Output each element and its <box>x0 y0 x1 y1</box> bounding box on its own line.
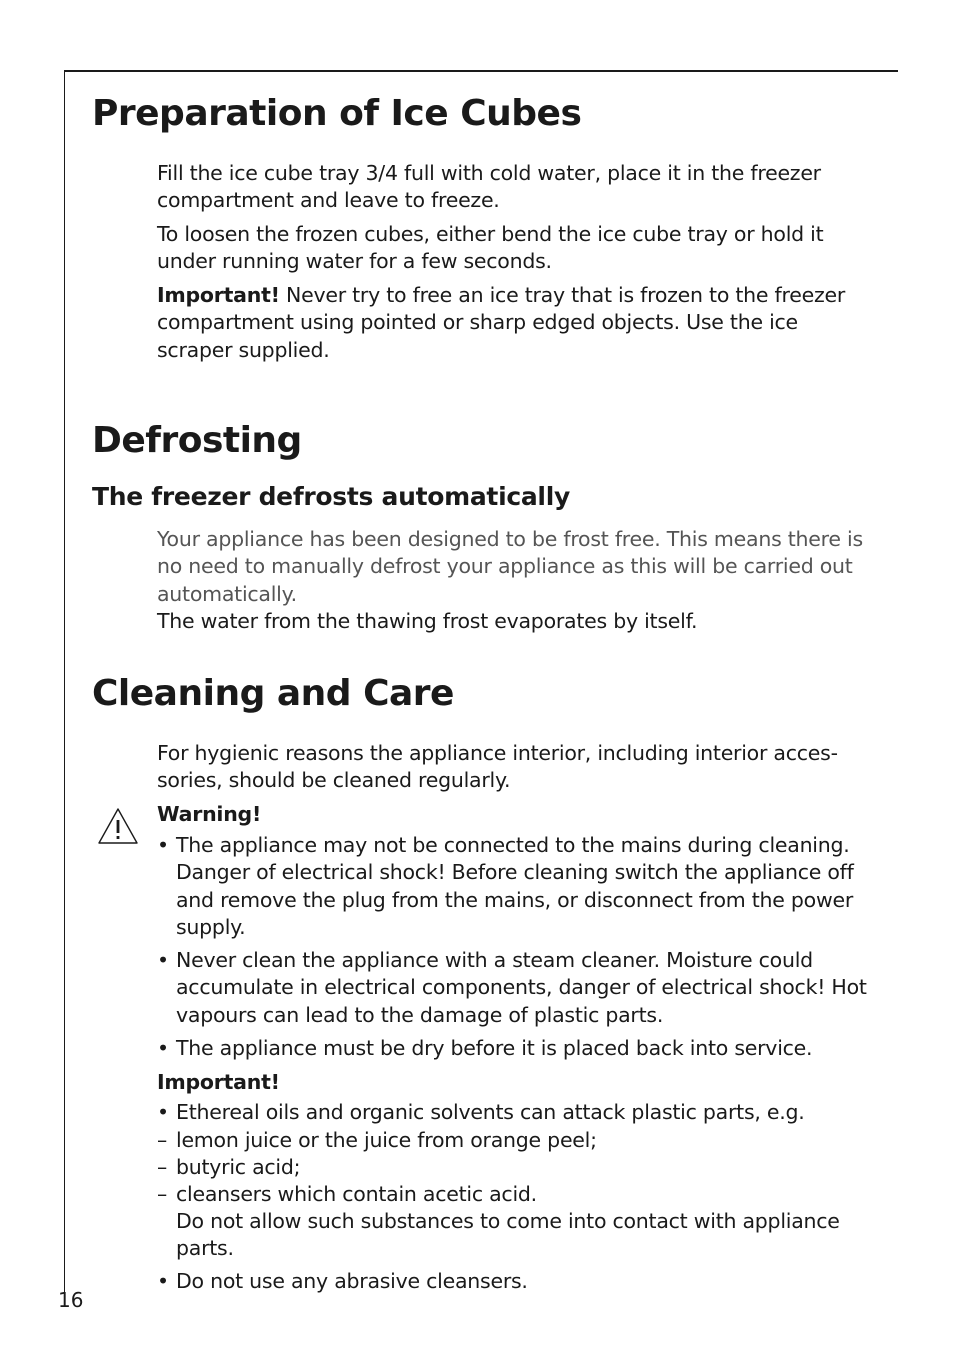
dash-item <box>157 1127 877 1154</box>
warning-item-text: The appliance must be dry before it is placed back into service. <box>176 1036 813 1060</box>
bullet-marker: • <box>157 1269 169 1293</box>
warning-item-text: The appliance may not be connected to the mains during cleaning. Danger of electrical shock! Before cleaning switch the appliance off and remove the plug from the mains, or disconnect from the power supply. <box>176 833 854 939</box>
ice-paragraph-1: Fill the ice cube tray 3/4 full with cold water, place it in the freezer compartment and leave to freeze. <box>157 161 821 213</box>
dash-note: Do not allow such substances to come into contact with appliance parts. <box>176 1209 840 1261</box>
ice-paragraph-3 <box>157 282 877 364</box>
important-label: Important! <box>157 283 280 307</box>
bullet-marker: • <box>157 948 169 972</box>
warning-item-text: Never clean the appliance with a steam cleaner. Moisture could accumulate in electrical components, danger of electrical shock! Hot vapours can lead to the damage of plastic parts. <box>176 948 867 1027</box>
top-rule <box>64 70 898 72</box>
dash-marker: – <box>157 1155 167 1179</box>
last-bullet-text: Do not use any abrasive cleansers. <box>176 1269 528 1293</box>
important-bullet <box>157 1099 877 1126</box>
warning-triangle-icon <box>96 806 140 846</box>
dash-item-text: lemon juice or the juice from orange peel; <box>176 1128 597 1152</box>
bullet-marker: • <box>157 1100 169 1124</box>
ice-important-text: Never try to free an ice tray that is frozen to the freezer compartment using pointed or sharp edged objects. Use the ice scraper supplied. <box>157 283 846 362</box>
dash-marker: – <box>157 1182 167 1206</box>
subheading-freezer-defrosts: The freezer defrosts automatically <box>92 482 570 511</box>
dash-item-text: butyric acid; <box>176 1155 301 1179</box>
important-label-cleaning: Important! <box>157 1070 280 1094</box>
warning-item <box>157 832 877 941</box>
ice-paragraph-2: To loosen the frozen cubes, either bend the ice cube tray or hold it under running water for a few seconds. <box>157 222 824 274</box>
warning-item <box>157 1035 877 1062</box>
last-bullet <box>157 1268 877 1295</box>
heading-cleaning-care: Cleaning and Care <box>92 673 454 714</box>
defrost-paragraph-1: Your appliance has been designed to be frost free. This means there is no need to manually defrost your appliance as this will be carried out automatically. <box>157 527 863 606</box>
warning-label: Warning! <box>157 802 262 826</box>
page-number: 16 <box>58 1288 84 1312</box>
dash-item-text: cleansers which contain acetic acid. <box>176 1182 537 1206</box>
warning-item <box>157 947 877 1029</box>
defrost-paragraph-2: The water from the thawing frost evaporates by itself. <box>157 609 698 633</box>
bullet-marker: • <box>157 833 169 857</box>
cleaning-intro: For hygienic reasons the appliance interior, including interior acces-sories, should be cleaned regularly. <box>157 741 838 793</box>
bullet-marker: • <box>157 1036 169 1060</box>
dash-item <box>157 1154 877 1181</box>
left-rule <box>64 70 65 1300</box>
heading-ice-cubes: Preparation of Ice Cubes <box>92 93 582 134</box>
dash-item <box>157 1181 877 1208</box>
important-bullet-text: Ethereal oils and organic solvents can attack plastic parts, e.g. <box>176 1100 805 1124</box>
dash-marker: – <box>157 1128 167 1152</box>
heading-defrosting: Defrosting <box>92 420 302 461</box>
